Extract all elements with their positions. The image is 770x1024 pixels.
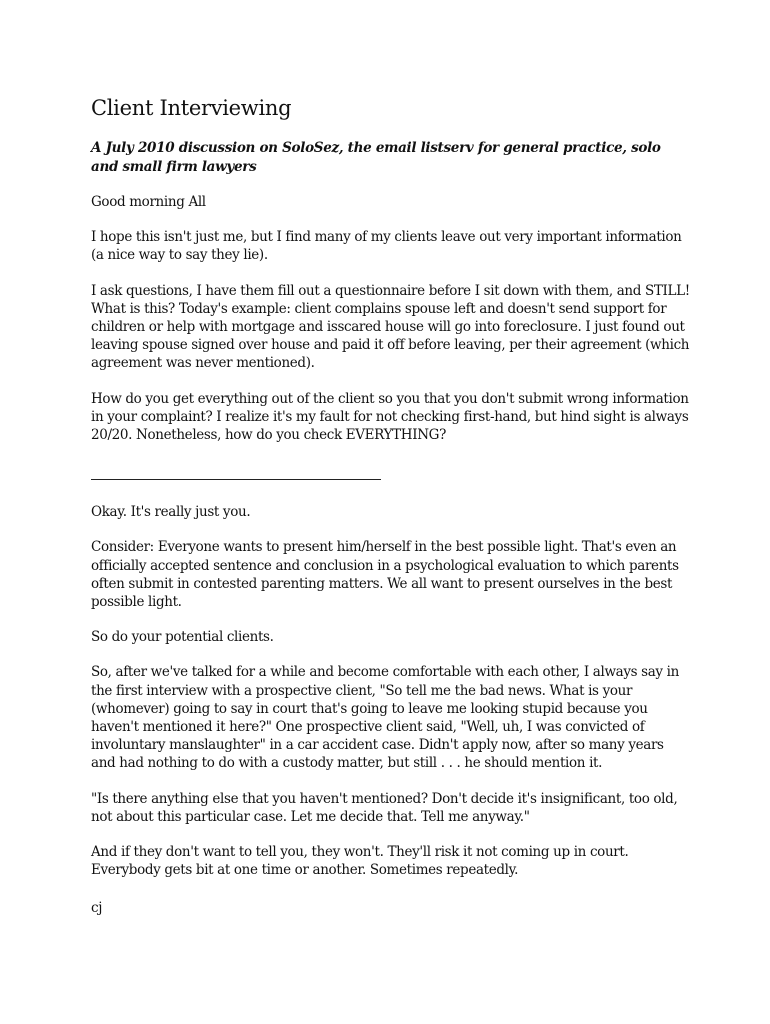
signature: cj	[91, 900, 103, 917]
reply-consider-paragraph: Consider: Everyone wants to present him/herself in the best possible light. That's even an officially accepted sentence and conclusion in a psychological evaluation to which parents often submit in contested parenting matters. We all want to present ourselves in the best possible light.	[91, 539, 679, 611]
greeting-paragraph: Good morning All	[91, 194, 206, 210]
reply-divider	[91, 479, 381, 480]
document-title: Client Interviewing	[91, 96, 292, 120]
question-example-paragraph: I ask questions, I have them fill out a questionnaire before I sit down with them, and STILL! What is this? Today's example: client complains spouse left and doesn't send support for children or help with mortgage and isscared house will go into foreclosure. I just found out leaving spouse signed over house and paid it off before leaving, per their agreement (which agreement was never mentioned).	[91, 282, 690, 372]
document-subtitle: A July 2010 discussion on SoloSez, the email listserv for general practice, solo and small firm lawyers	[91, 140, 661, 175]
reply-quote-paragraph: "Is there anything else that you haven't mentioned? Don't decide it's insignificant, too old, not about this particular case. Let me decide that. Tell me anyway."	[91, 790, 678, 825]
document-page	[91, 94, 691, 918]
reply-interview-paragraph: So, after we've talked for a while and become comfortable with each other, I always say in the first interview with a prospective client, "So tell me the bad news. What is your (whomever) going to say in court that's going to leave me looking stupid because you haven't mentioned it here?" One prospective client said, "Well, uh, I was convicted of involuntary manslaughter" in a car accident case. Didn't apply now, after so many years and had nothing to do with a custody matter, but still . . . he should mention it.	[91, 664, 679, 772]
reply-clients-paragraph: So do your potential clients.	[91, 629, 274, 646]
question-intro-paragraph: I hope this isn't just me, but I find many of my clients leave out very important information (a nice way to say they lie).	[91, 229, 682, 264]
reply-closing-paragraph: And if they don't want to tell you, they won't. They'll risk it not coming up in court. Everybody gets bit at one time or another. Sometimes repeatedly.	[91, 844, 629, 879]
reply-opening-paragraph: Okay. It's really just you.	[91, 504, 251, 521]
question-closing-paragraph: How do you get everything out of the client so you that you don't submit wrong information in your complaint? I realize it's my fault for not checking first-hand, but hind sight is always 20/20. Nonetheless, how do you check EVERYTHING?	[91, 390, 689, 444]
